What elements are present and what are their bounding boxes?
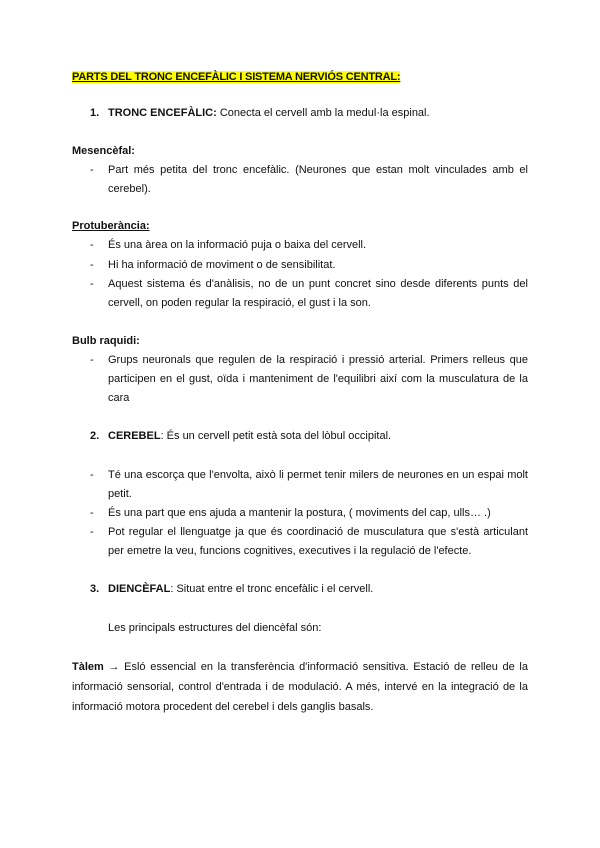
bullet-dash: - <box>90 469 94 481</box>
item-number: 1. <box>90 107 100 119</box>
bullet-dash: - <box>90 239 94 251</box>
bullet-dash: - <box>90 278 94 290</box>
bullet-text: És una àrea on la informació puja o baixa del cervell. <box>108 239 367 251</box>
bullet-text: Grups neuronals que regulen de la respiració i pressió arterial. Primers relleus que participen en el gust, oïda i manteniment de l'equilibri així com la musculatura de la cara <box>108 354 528 404</box>
bullet-dash: - <box>90 259 94 271</box>
list-item <box>90 275 528 313</box>
list-item <box>90 466 528 504</box>
list-item <box>90 161 528 199</box>
item-heading: DIENCÈFAL <box>108 583 171 595</box>
list-item <box>90 504 528 523</box>
arrow-icon: → <box>108 661 120 673</box>
list-item <box>90 256 528 275</box>
heading-bulb-raquidi: Bulb raquidi: <box>72 335 140 347</box>
item-text: Conecta el cervell amb la medul·la espinal. <box>216 107 430 119</box>
list-item <box>90 351 528 408</box>
bullet-text: Hi ha informació de moviment o de sensibilitat. <box>108 259 336 271</box>
section-cerebel <box>90 430 391 442</box>
section-tronc-encefalic <box>90 107 430 119</box>
bullet-text: Té una escorça que l'envolta, això li permet tenir milers de neurones en un espai molt petit. <box>108 469 528 500</box>
diencefal-intro: Les principals estructures del diencèfal són: <box>108 622 322 634</box>
item-number: 2. <box>90 430 100 442</box>
bullet-text: És una part que ens ajuda a mantenir la postura, ( moviments del cap, ulls… .) <box>108 507 491 519</box>
section-diencefal <box>90 583 373 595</box>
heading-mesencefal: Mesencèfal: <box>72 145 135 157</box>
item-number: 3. <box>90 583 100 595</box>
bullet-text: Aquest sistema és d'anàlisis, no de un punt concret sino desde diferents punts del cervell, on poden regular la respiració, el gust i la son. <box>108 278 528 309</box>
item-text: : És un cervell petit està sota del lòbul occipital. <box>160 430 392 442</box>
bullet-dash: - <box>90 354 94 366</box>
list-item <box>90 236 528 255</box>
heading-protuberancia: Protuberància: <box>72 220 150 232</box>
talem-term: Tàlem <box>72 661 104 673</box>
bullet-text: Pot regular el llenguatge ja que és coordinació de musculatura que s'està articulant per emetre la veu, funcions cognitives, executives i la regulació de l'efecte. <box>108 526 528 557</box>
list-item <box>90 523 528 561</box>
document-title: PARTS DEL TRONC ENCEFÀLIC I SISTEMA NERVIÓS CENTRAL: <box>72 71 401 83</box>
item-text: : Situat entre el tronc encefàlic i el cervell. <box>170 583 374 595</box>
talem-paragraph <box>72 657 528 717</box>
talem-text: Esló essencial en la transferència d'informació sensitiva. Estació de relleu de la informació sensorial, control d'entrada i de modulació. A més, intervé en la integració de la informació motora procedent del cerebel i dels ganglis basals. <box>72 661 528 713</box>
bullet-text: Part més petita del tronc encefàlic. (Neurones que estan molt vinculades amb el cerebel). <box>108 164 528 195</box>
bullet-dash: - <box>90 526 94 538</box>
item-heading: CEREBEL <box>108 430 161 442</box>
bullet-dash: - <box>90 507 94 519</box>
item-heading: TRONC ENCEFÀLIC: <box>108 107 217 119</box>
bullet-dash: - <box>90 164 94 176</box>
